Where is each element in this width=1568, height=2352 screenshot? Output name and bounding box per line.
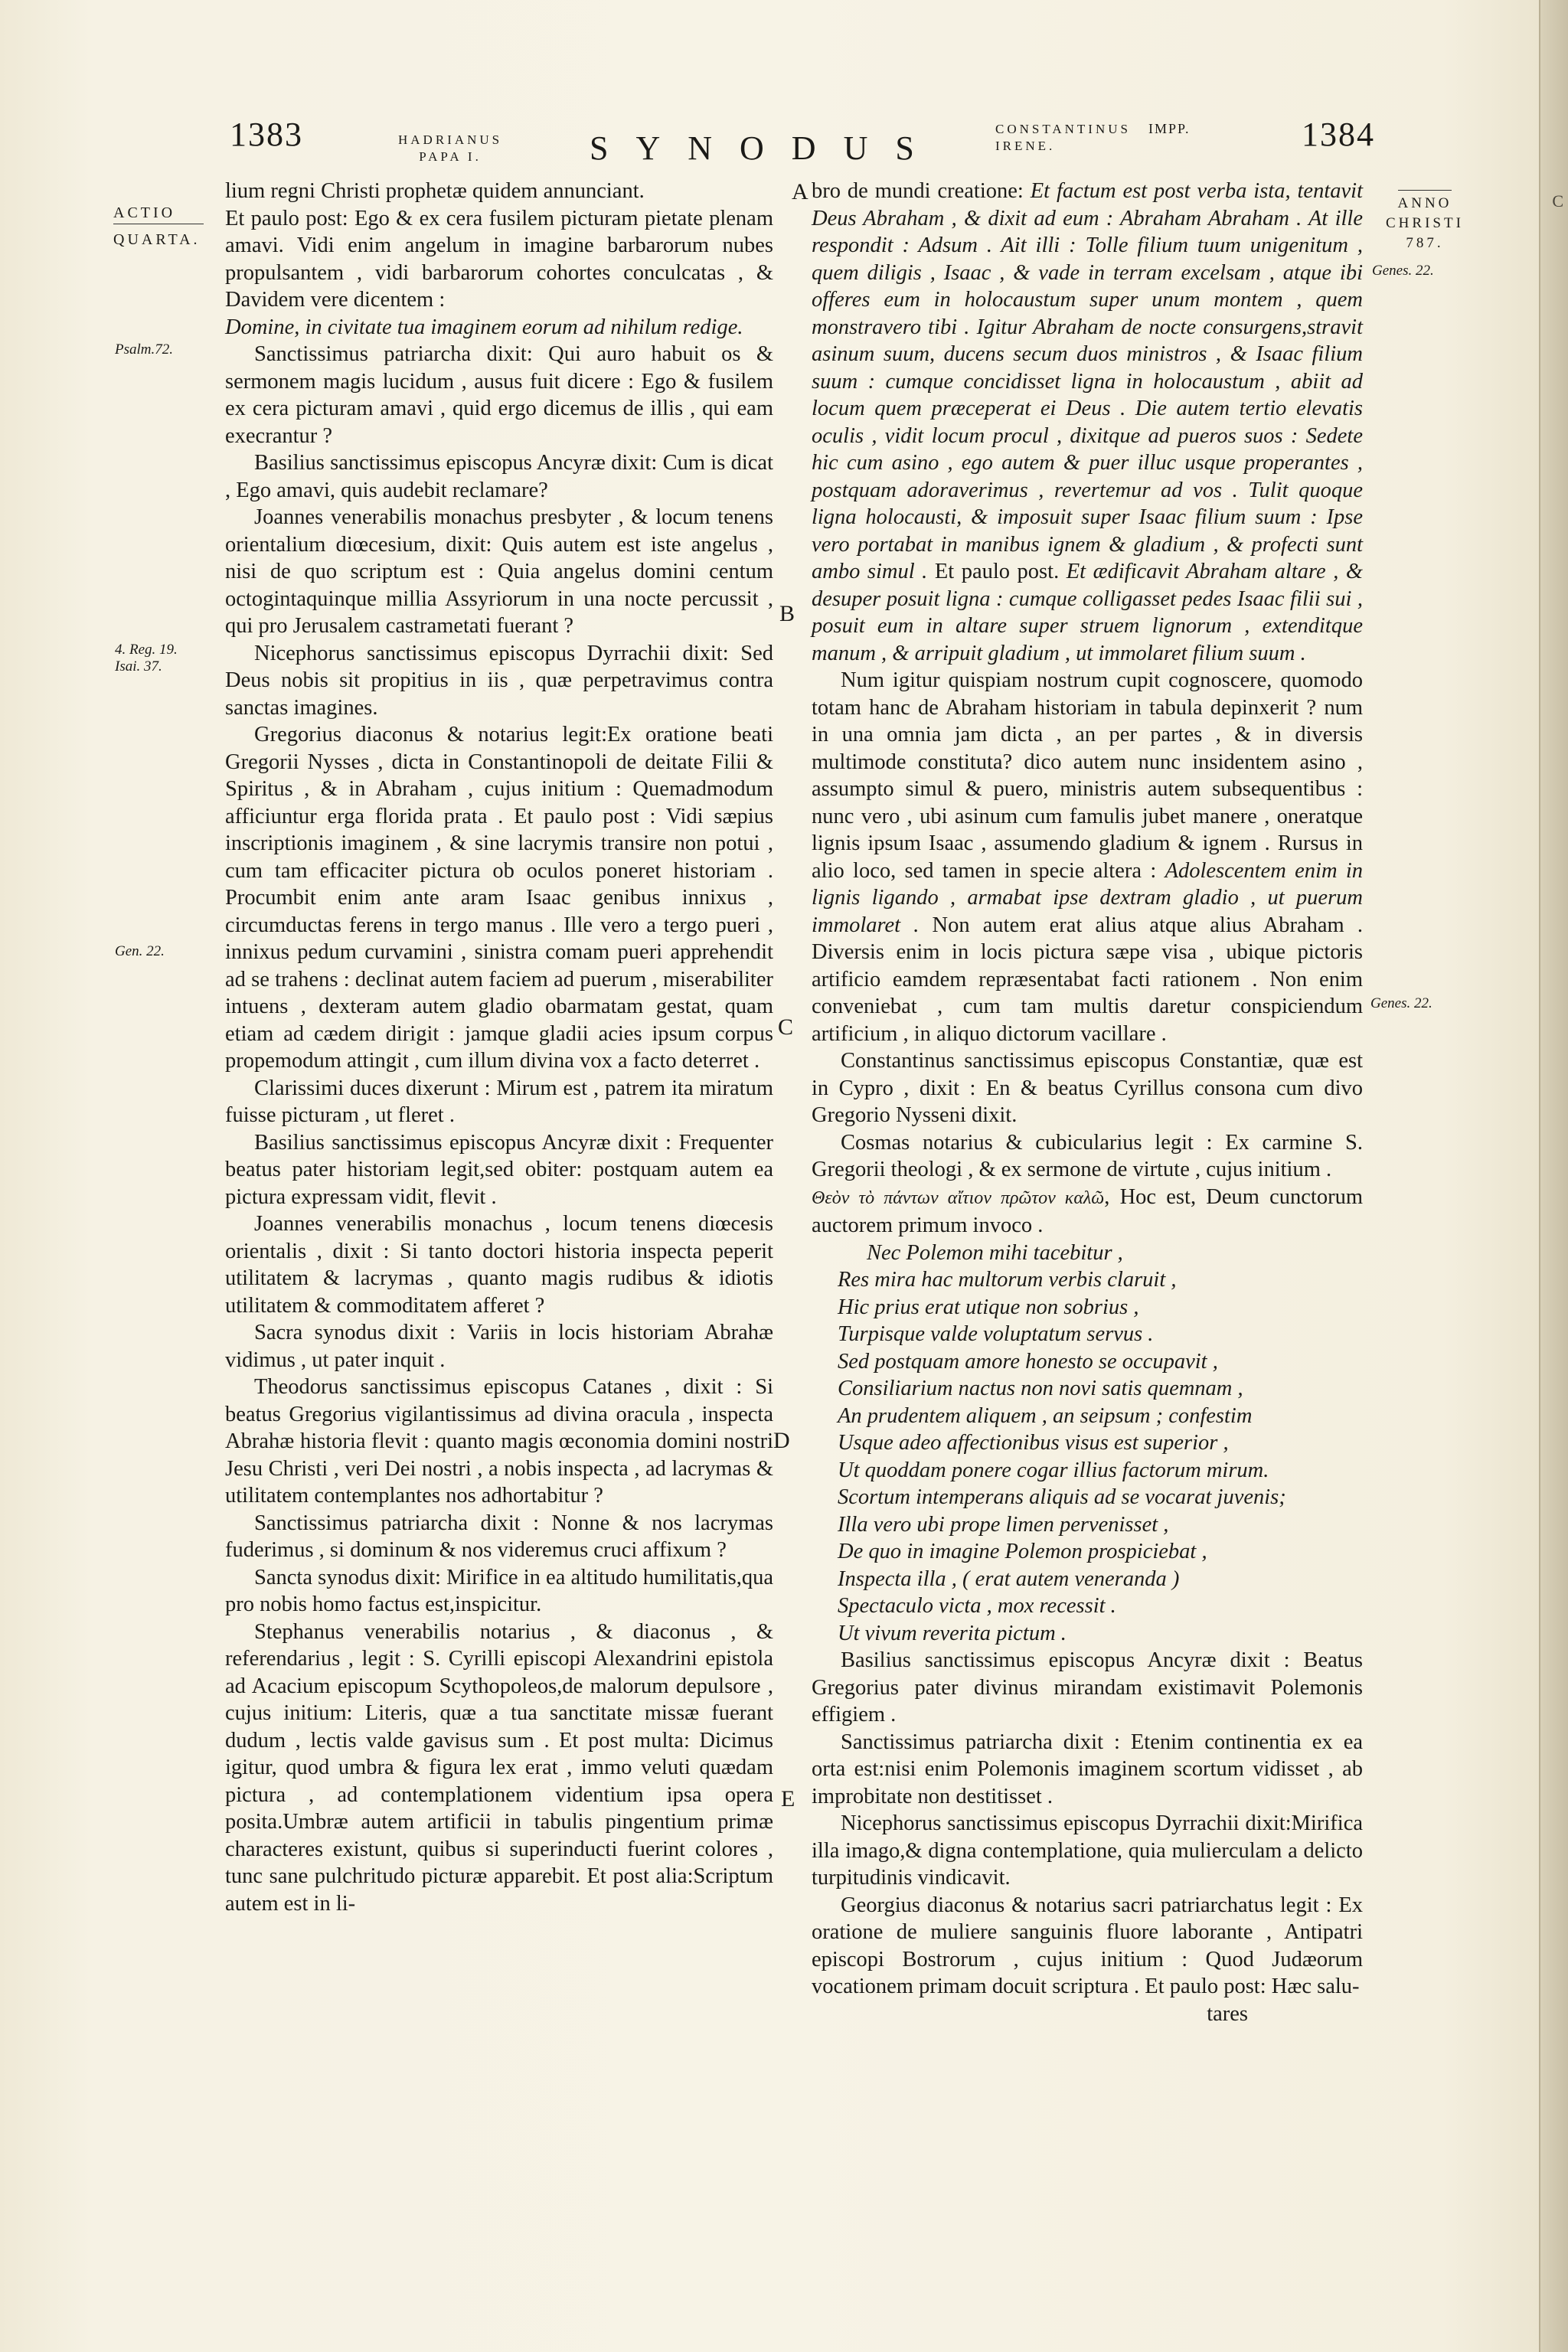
actio-marginal bbox=[113, 198, 204, 255]
right-column bbox=[812, 178, 1363, 2027]
section-letter-a: A bbox=[792, 179, 808, 204]
anno-line-1: ANNO bbox=[1397, 195, 1452, 211]
left-para-5: Basilius sanctissimus episcopus Ancyræ dixit: Cum is dicat , Ego amavi, quis audebit reclamare? bbox=[225, 451, 773, 502]
poem-line: Turpisque valde voluptatum servus . bbox=[838, 1322, 1154, 1346]
right-para-3 bbox=[812, 667, 1363, 1047]
poem-line: Sed postquam amore honesto se occupavit , bbox=[838, 1349, 1218, 1374]
right-para-1-roman: bro de mundi creatione: bbox=[812, 179, 1024, 203]
left-para-10: Basilius sanctissimus episcopus Ancyræ dixit : Frequenter beatus pater historiam legit,sed obiter: postquam autem ea pictura expressam vidit, flevit . bbox=[225, 1130, 773, 1209]
section-letter-d: D bbox=[773, 1428, 790, 1453]
running-head-pope bbox=[398, 132, 502, 165]
right-para-5: Cosmas notarius & cubicularius legit : Ex carmine S. Gregorii theologi , & ex sermone de virtute , cujus initium . bbox=[812, 1130, 1363, 1181]
left-para-8: Gregorius diaconus & notarius legit:Ex oratione beati Gregorii Nysses , dicta in Constantinopoli de deitate Filii & Spiritus , & in Abraham , cujus initium : Quemadmodum afficiuntur erga florida prata . Et paulo post : Vidi sæpius inscriptionis imaginem , & sine lacrymis transire non potui , cum tam efficaciter pictura ob oculos poneret historiam . Procumbit enim ante aram Isaac genibus innixus , circumductas ferens in tergo manus . Ille vero a tergo pueri , innixus pedum curvamini , sinistra comam pueri apprehendit ad se trahens : declinat autem faciem ad puerum , miserabiliter intuens , dexteram autem gladio obarmatam gestat, quam etiam ad cædem dirigit : jamque gladii acies ipsum corpus propemodum attingit , cum illum divina vox a facto deterret . bbox=[225, 723, 773, 1073]
pope-line-2: PAPA I. bbox=[419, 149, 482, 164]
poem-line: Ut vivum reverita pictum . bbox=[838, 1621, 1067, 1645]
margin-note-isai: Isai. 37. bbox=[115, 658, 162, 675]
left-column bbox=[225, 178, 773, 1917]
running-head-emperors bbox=[995, 121, 1131, 155]
margin-note-genes-2: Genes. 22. bbox=[1370, 995, 1432, 1011]
poem-line: Nec Polemon mihi tacebitur , bbox=[867, 1240, 1123, 1265]
left-para-3: Domine, in civitate tua imaginem eorum ad nihilum redige. bbox=[225, 315, 743, 339]
page-number-right: 1384 bbox=[1302, 116, 1375, 153]
greek-incipit: Θεὸν τὸ πάντων αἴτιον πρῶτον καλῶ bbox=[812, 1187, 1105, 1208]
poem-line: Consiliarium nactus non novi satis quemnam , bbox=[838, 1377, 1243, 1400]
emperors-line-1: CONSTANTINUS bbox=[995, 122, 1131, 136]
left-para-1: lium regni Christi prophetæ quidem annunciant. bbox=[225, 179, 645, 203]
right-para-7: Basilius sanctissimus episcopus Ancyræ dixit : Beatus Gregorius pater divinus mirandam existimavit Polemonis effigiem . bbox=[812, 1648, 1363, 1726]
right-para-10: Georgius diaconus & notarius sacri patriarchatus legit : Ex oratione de muliere sanguinis fluore laborante , Antipatri episcopi Bostrorum , cujus initium : Quod Judæorum vocationem primam docuit scriptura . Et paulo post: Hæc salu- bbox=[812, 1893, 1363, 1998]
margin-note-genes-1: Genes. 22. bbox=[1372, 263, 1434, 279]
right-para-8: Sanctissimus patriarcha dixit : Etenim continentia ex ea orta est:nisi enim Polemonis imaginem scortum vidisset , ab improbitate non destitisset . bbox=[812, 1730, 1363, 1808]
right-para-2-italic: Et ædificavit Abraham altare , & desuper posuit ligna : cumque colligasset pedes Isaac filii sui , posuit eum in altare super struem lignorum , extenditque manum , & arripuit gladium , ut immolaret filium suum . bbox=[812, 560, 1364, 665]
poem-line: Inspecta illa , ( erat autem veneranda ) bbox=[838, 1566, 1180, 1591]
right-para-1 bbox=[812, 178, 1363, 667]
left-para-16: Stephanus venerabilis notarius , & diaconus , & referendarius , legit : S. Cyrilli episcopi Alexandrini epistola ad Acacium episcopum Scythopoleos,de malorum depulsore , cujus initium: Literis, quæ a tua sanctitate missæ fuerant dudum , lectis valde gavisus sum . Et post multa: Dicimus igitur, quod umbra & figura lex erat , immo veluti quædam pictura , ad contemplationem videntium ipsa opera posita.Umbræ autem artificii in tabulis pingentium primæ characteres existunt, quibus si superinducti fuerint colores , tunc sane pulchritudo picturæ apparebit. Et post alia:Scriptum autem est in li- bbox=[225, 1619, 773, 1916]
left-para-15: Sancta synodus dixit: Mirifice in ea altitudo humilitatis,qua pro nobis homo factus est,inspicitur. bbox=[225, 1565, 773, 1616]
section-letter-e: E bbox=[781, 1786, 795, 1811]
right-para-9: Nicephorus sanctissimus episcopus Dyrrachii dixit:Mirifica illa imago,& digna contemplatione, quia mulierculam a delicto turpitudinis vindicavit. bbox=[812, 1811, 1363, 1890]
poem-line: Scortum intemperans aliquis ad se vocarat juvenis; bbox=[838, 1485, 1286, 1509]
poem-line: Res mira hac multorum verbis claruit , bbox=[838, 1268, 1177, 1292]
left-para-4: Sanctissimus patriarcha dixit: Qui auro habuit os & sermonem magis lucidum , ausus fuit dicere : Ego & fusilem ex cera picturam amavi , quid ergo dicemus de illis , qui eam execrantur ? bbox=[225, 342, 773, 448]
actio-line-1: ACTIO bbox=[113, 204, 176, 221]
right-para-4: Constantinus sanctissimus episcopus Constantiæ, quæ est in Cypro , dixit : En & beatus Cyrillus consona cum divo Gregorio Nysseni dixit. bbox=[812, 1049, 1363, 1127]
pope-line-1: HADRIANUS bbox=[398, 132, 503, 147]
left-para-2: Et paulo post: Ego & ex cera fusilem picturam pietate plenam amavi. Vidi enim angelum in imagine barbarorum nubes propulsantem , vidi barbarorum cohortes conculcatas , & Davidem vere dicentem : bbox=[225, 206, 773, 312]
left-para-13: Theodorus sanctissimus episcopus Catanes , dixit : Si beatus Gregorius vigilantissimus ad divina oracula , inspecta Abrahæ historia flevit : quanto magis œconomia domini nostri Jesu Christi , veri Dei nostri , a nobis inspecta , ad lacrymas & utilitatem contemplantes nos adhortabitur ? bbox=[225, 1375, 773, 1508]
running-head-imp: IMPP. bbox=[1148, 121, 1191, 136]
left-para-12: Sacra synodus dixit : Variis in locis historiam Abrahæ vidimus , ut pater inquit . bbox=[225, 1321, 773, 1372]
catchword: tares bbox=[1207, 2001, 1248, 2026]
poem-line: An prudentem aliquem , an seipsum ; confestim bbox=[838, 1403, 1253, 1428]
right-para-3-text: Num igitur quispiam nostrum cupit cognoscere, quomodo totam hanc de Abraham historiam in tabula depinxerit ? num in una omnia jam dicta , an per partes , & in diversis multimode constituta? dico autem nunc insidentem asino , assumpto simul & puero, ministris autem subsequentibus : nunc vero , ubi asinum cum famulis jubet manere , oneratque lignis ipsum Isaac , assumendo gladium & ignem . Rursus in alio loco, sed tamen in specie altera : bbox=[812, 668, 1363, 883]
section-letter-b: B bbox=[779, 601, 795, 626]
right-para-1-italic: Et factum est post verba ista, tentavit Deus Abraham , & dixit ad eum : Abraham Abraham . At ille respondit : Adsum . Ait illi : Tolle filium tuum unigenitum , quem diligis , Isaac , & vade in terram excelsam , atque ibi offeres eum in holocaustum super unum montem , quem monstravero tibi . Igitur Abraham de nocte consurgens,stravit asinum suum, ducens secum duos ministros , & Isaac filium suum : cumque concidisset ligna in holocaustum , abiit ad locum quem præceperat ei Deus . Die autem tertio elevatis oculis , vidit locum procul , dixitque ad pueros suos : Sedete hic cum asino , ego autem & puer illuc usque properantes , postquam adoraverimus , revertemur ad vos . Tulit quoque ligna holocausti, & imposuit super Isaac filium suum : Ipse vero portabat in manibus ignem & gladium , & profecti sunt ambo simul . bbox=[812, 179, 1363, 583]
running-head-title: SYNODUS bbox=[590, 129, 942, 167]
left-para-6: Joannes venerabilis monachus presbyter , & locum tenens orientalium diœcesium, dixit: Quis autem est iste angelus , nisi de quo scriptum est : Quia angelus domini centum octogintaquinque millia Assyriorum in una nocte percussit , qui pro Jerusalem castrametati fuerant ? bbox=[225, 505, 773, 638]
edge-mark: C bbox=[1552, 191, 1563, 211]
anno-line-2: CHRISTI bbox=[1386, 215, 1464, 231]
section-letter-c: C bbox=[778, 1014, 794, 1040]
poem-line: Usque adeo affectionibus visus est superior , bbox=[838, 1431, 1229, 1455]
poem-line: Hic prius erat utique non sobrius , bbox=[838, 1295, 1139, 1319]
left-para-9: Clarissimi duces dixerunt : Mirum est , patrem ita miratum fuisse picturam , ut fleret . bbox=[225, 1076, 773, 1127]
right-para-3-end: Non autem erat alius atque alius Abraham . Diversis enim in locis pictura sæpe visa , ubique pictoris artificio eamdem repræsentabat facti rationem . Non enim conveniebat , cum tam multis daretur conspiciendum artificium , in aliquo dictorum vacillare . bbox=[812, 913, 1364, 1046]
next-page-edge bbox=[1539, 0, 1568, 2352]
poem-line: Spectaculo victa , mox recessit . bbox=[838, 1594, 1116, 1618]
page-number-left: 1383 bbox=[230, 116, 303, 153]
left-para-14: Sanctissimus patriarcha dixit : Nonne & nos lacrymas fuderimus , si dominum & nos videremus cruci affixum ? bbox=[225, 1511, 773, 1562]
emperors-line-2: IRENE. bbox=[995, 139, 1056, 153]
right-para-6-text: , Hoc est, Deum cunctorum auctorem primum invoco . bbox=[812, 1184, 1364, 1237]
anno-rule bbox=[1398, 190, 1452, 191]
poem-line: De quo in imagine Polemon prospiciebat , bbox=[838, 1540, 1207, 1563]
margin-note-psalm: Psalm.72. bbox=[115, 341, 173, 358]
poem-line: Illa vero ubi prope limen pervenisset , bbox=[838, 1512, 1169, 1537]
margin-note-gen: Gen. 22. bbox=[115, 943, 165, 959]
anno-year: 787. bbox=[1406, 235, 1444, 251]
poem-line: Ut quoddam ponere cogar illius factorum mirum. bbox=[838, 1458, 1269, 1482]
margin-note-reg: 4. Reg. 19. bbox=[115, 642, 178, 658]
left-para-11: Joannes venerabilis monachus , locum tenens diœcesis orientalis , dixit : Si tanto doctori historia inspecta peperit utilitatem & lacrymas , quanto magis rudibus & idiotis utilitatem & commoditatem afferet ? bbox=[225, 1212, 773, 1318]
right-para-3-italic: Adolescentem enim in lignis ligando , armabat ipse dextram gladio , ut puerum immolaret . bbox=[812, 858, 1364, 937]
right-para-6 bbox=[812, 1184, 1363, 1240]
poem bbox=[812, 1240, 1363, 1648]
anno-marginal bbox=[1386, 190, 1464, 253]
left-para-7: Nicephorus sanctissimus episcopus Dyrrachii dixit: Sed Deus nobis sit propitius in iis , quæ perpetravimus contra sanctas imagines. bbox=[225, 641, 773, 720]
actio-line-2: QUARTA. bbox=[113, 231, 201, 248]
right-para-1-roman-2: Et paulo post. bbox=[934, 560, 1060, 583]
